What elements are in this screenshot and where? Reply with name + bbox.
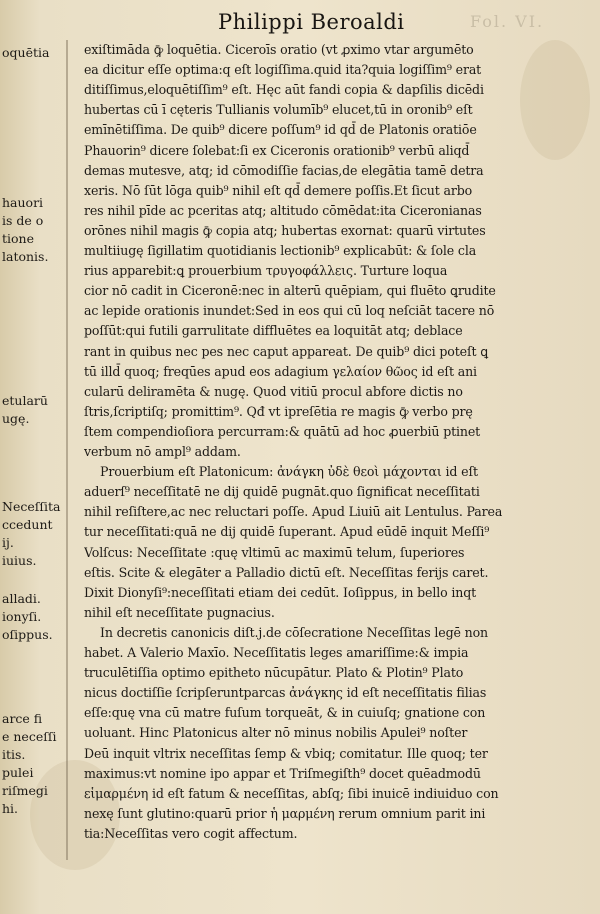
text-line: tia:Neceſſitas vero cogit affectum. [84,825,298,841]
text-line: cior nō cadit in Ciceronē:nec in alterū quēpiam, qui fluēto ꝗrudite [84,283,496,299]
text-line: eſtis. Scite & elegāter a Palladio dictū eſt. Neceſſitas ferijs caret. [84,564,489,580]
running-head-title: Philippi Beroaldi [218,10,405,34]
margin-note: alladi. [2,591,41,606]
text-line: poſſūt:qui futili garrulitate diffluētes ea loquitāt atq; deblace [84,323,463,339]
margin-note: ionyſi. [2,609,42,624]
text-line: ac lepide orationis inundet:Sed in eos qui cū loq neſciāt tacere nō [84,303,495,319]
text-line: Phauorin⁹ dicere ſolebat:ſi ex Ciceronis orationib⁹ verbū aliqd̄ [84,142,470,158]
folio-number: Fol. VI. [470,12,545,31]
text-line: tū illd̄ quoq; freqūes apud eos adagium γελαίον θῶος id eſt ani [84,363,477,379]
margin-note: hi. [2,801,19,816]
text-line: nicus doctiſſie ſcripſeruntparcas ἀνάγκης id eſt neceſſitatis filias [84,685,487,701]
text-line: εἱμαρμένη id eſt fatum & neceſſitas, abſq; ſibi inuicē indiuiduo con [84,785,499,801]
margin-note: tione [2,231,34,246]
margin-note: ij. [2,535,14,550]
text-line: hubertas cū ī cęteris Tullianis volumīb⁹ elucet,tū in oronib⁹ eſt [84,102,473,118]
text-line: nexę ſunt glutino:quarū prior ἡ μαρμένη rerum omnium parit ini [84,805,486,821]
text-line: maximus:vt nomine ipo appar et Triſmegiſth⁹ docet quēadmodū [84,765,481,781]
text-line: habet. A Valerio Maxīo. Neceſſitatis leges amariſſime:& impia [84,645,469,660]
text-line: nihil eſt neceſſitate pugnacius. [84,604,275,620]
text-line: rant in quibus nec pes nec caput appareat. De quib⁹ dici poteſt ꝗ [84,343,489,359]
margin-note: iuius. [2,553,37,568]
text-line: ſtem compendioſiora percurram:& quātū ad hoc ꝓuerbiū ptinet [84,423,481,439]
margin-note: ccedunt [2,517,53,532]
text-line: ea dicitur eſſe optima:q eſt logiſſima.quid ita?quia logiſſim⁹ erat [84,62,482,78]
text-line: demas mutesve, atq; id cōmodiſſie facias,de elegātia tamē detra [84,162,484,178]
text-line: Deū inquit vltrix neceſſitas ſemp & vbiq; comitatur. Ille quoq; ter [84,745,488,761]
text-line: verbum nō ampl⁹ addam. [84,444,241,459]
margin-note: hauori [2,195,44,210]
text-line: uoluant. Hinc Platonicus alter nō minus nobilis Apulei⁹ noſter [84,725,468,741]
margin-note: pulei [2,765,34,780]
margin-note: itis. [2,747,26,762]
text-line: Prouerbium eſt Platonicum: ἀνάγκη ὐδὲ θεοὶ μάχονται id eſt [100,464,478,480]
margin-note: oquētia [2,45,50,60]
text-line: exiſtimāda ꝙ̄ loquētia. Ciceroīs oratio (vt ꝓximo vtar argumēto [84,42,474,57]
text-line: aduerſ⁹ neceſſitatē ne dij quidē pugnāt.quo ſignificat neceſſitati [84,484,480,500]
text-line: orōnes nihil magis ꝙ̄ copia atq; hubertas exornat: quarū virtutes [84,222,486,238]
margin-note: riſmegi [2,783,48,798]
text-line: multiiugę ſigillatim quotidianis lectionib⁹ explicabūt: & ſole cla [84,243,477,258]
margin-note: is de o [2,213,44,228]
text-line: nihil reſiſtere,ac nec reluctari poſſe. Apud Liuiū ait Lentulus. Parea [84,504,503,520]
text-line: ſtris,ſcriptiſq; promittim⁹. Qđ vt ipreſētia re magis ꝙ̄ verbo prę [84,403,473,419]
text-line: Dixit Dionyſi⁹:neceſſitati etiam dei cedūt. Ioſippus, in bello inqt [84,584,477,600]
margin-note: ugę. [2,411,30,426]
text-line: Volſcus: Neceſſitate :quę vltimū ac maximū telum, ſuperiores [84,544,465,560]
text-line: xeris. Nō ſūt lōga quib⁹ nihil eſt qd̄ demere poſſis.Et ſicut arbo [84,182,473,198]
text-line: emīnētiſſima. De quib⁹ dicere poſſum⁹ id qd̄ de Platonis oratiōe [84,122,477,138]
margin-note: e neceſſi [2,729,57,744]
text-line: rius apparebit:ꝗ prouerbium τρυγοφάλλεις. Turture loqua [84,263,448,279]
text-line: ditiſſimus,eloquētiſſim⁹ eſt. Hęc aūt fandi copia & dapſilis dicēdi [84,82,484,98]
text-line: res nihil pīde ac pceritas atq; altitudo cōmēdat:ita Ciceronianas [84,202,482,218]
running-head [0,6,600,36]
margin-note: Neceſſita [2,499,61,514]
margin-note: oſippus. [2,627,53,642]
margin-note: arce fi [2,711,43,726]
text-line: truculētiſſia optimo epitheto nūcupātur. Plato & Plotin⁹ Plato [84,665,464,681]
text-line: tur neceſſitati:quā ne dij quidē ſuperant. Apud eūdē inquit Meſſi⁹ [84,524,490,540]
text-line: eſſe:quę vna cū matre fuſum torqueāt, & in cuiuſq; gnatione con [84,705,486,721]
margin-notes [2,40,70,860]
margin-note: latonis. [2,249,49,264]
text-line: cularū deliramēta & nugę. Quod vitiū procul abfore dictis no [84,383,463,399]
margin-note: etularū [2,393,48,408]
text-line: In decretis canonicis diſt.j.de cōſecratione Neceſſitas legē non [100,624,489,640]
